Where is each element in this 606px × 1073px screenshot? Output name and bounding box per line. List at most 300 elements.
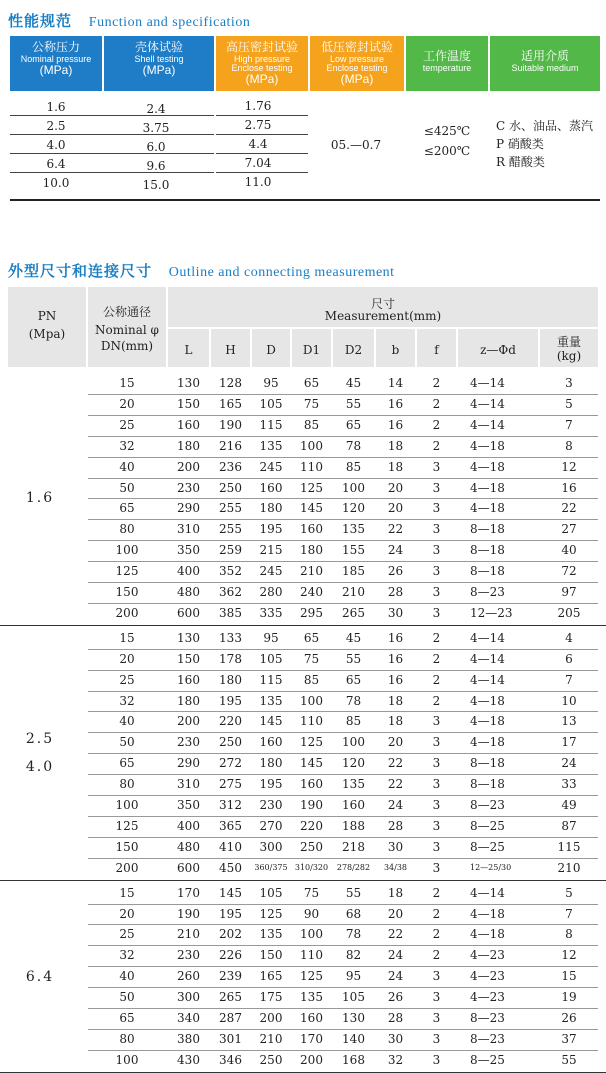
table-cell: 140 <box>342 1031 365 1046</box>
spec-medium: P 硝酸类 <box>496 137 544 151</box>
table-cell: 2 <box>432 672 441 687</box>
table-cell: 18 <box>387 693 404 708</box>
table-cell: 3 <box>432 1031 441 1046</box>
table-cell: 200 <box>177 714 200 729</box>
table-cell: 3 <box>432 605 441 620</box>
table-cell: 15 <box>119 376 135 390</box>
spec-high: 7.04 <box>244 156 272 170</box>
table-cell: 335 <box>259 605 283 620</box>
table-cell: 110 <box>300 714 323 729</box>
table-cell: 200 <box>259 1011 283 1025</box>
table-cell: 26 <box>561 1011 577 1025</box>
table-cell: 20 <box>119 906 135 921</box>
table-cell: 55 <box>345 396 362 411</box>
spec-header-cell <box>490 36 600 91</box>
pn-group-label <box>8 963 72 991</box>
table-cell: 210 <box>342 585 365 599</box>
table-cell: 178 <box>219 651 242 666</box>
table-cell: 7 <box>565 906 573 921</box>
spec-header-en-line: Low pressure <box>329 54 385 64</box>
table-cell: 45 <box>345 630 362 645</box>
header-measure-en: Measurement(mm) <box>324 309 442 323</box>
spec-nominal: 2.5 <box>46 119 66 133</box>
table-cell: 10 <box>561 693 577 708</box>
table-cell: 8—25 <box>470 839 505 854</box>
table-cell: 3 <box>432 839 441 854</box>
table-cell: 30 <box>387 605 404 620</box>
table-cell: 160 <box>259 480 283 495</box>
table-cell: 150 <box>177 651 200 666</box>
spec-high: 1.76 <box>244 99 272 113</box>
header-col-0: L <box>184 343 193 357</box>
spec-row-line <box>10 172 104 173</box>
table-cell: 270 <box>259 818 283 833</box>
table-cell: 4—14 <box>470 630 505 645</box>
table-cell: 87 <box>561 818 577 833</box>
table-cell: 2 <box>432 693 441 708</box>
table-cell: 250 <box>259 1052 283 1067</box>
spec-temperature: ≤200℃ <box>423 144 471 158</box>
table-cell: 290 <box>177 501 200 516</box>
spec-temperature: ≤425℃ <box>423 124 471 138</box>
table-cell: 190 <box>300 798 323 812</box>
table-cell: 24 <box>561 756 577 771</box>
header-col-1: H <box>225 343 236 357</box>
table-cell: 65 <box>345 672 362 687</box>
table-cell: 78 <box>345 927 362 942</box>
spec-section-title <box>8 10 250 31</box>
table-cell: 65 <box>303 630 320 645</box>
table-cell: 8 <box>565 438 573 453</box>
spec-row-line <box>10 153 104 154</box>
table-cell: 3 <box>432 969 441 984</box>
table-cell: 4—23 <box>470 990 505 1005</box>
table-cell: 24 <box>387 969 404 984</box>
spec-shell: 9.6 <box>146 159 166 173</box>
table-cell: 3 <box>432 990 441 1005</box>
spec-table-header <box>10 36 600 91</box>
table-cell: 18 <box>387 885 404 900</box>
table-cell: 160 <box>177 672 200 687</box>
table-cell: 346 <box>219 1052 242 1067</box>
table-cell: 4 <box>565 630 573 645</box>
table-cell: 4—14 <box>470 376 505 390</box>
table-cell: 32 <box>119 948 135 963</box>
table-cell: 300 <box>259 839 283 854</box>
table-cell: 55 <box>561 1052 577 1067</box>
table-cell: 100 <box>342 735 365 750</box>
table-cell: 135 <box>342 522 365 537</box>
table-cell: 22 <box>387 756 404 771</box>
table-cell: 260 <box>177 969 200 984</box>
table-cell: 2 <box>432 417 441 432</box>
table-cell: 68 <box>345 906 362 921</box>
table-cell: 145 <box>219 885 242 900</box>
table-cell: 3 <box>432 818 441 833</box>
spec-header-unit: (MPa) <box>39 63 73 77</box>
table-cell: 105 <box>259 396 283 411</box>
table-cell: 301 <box>219 1031 242 1046</box>
table-cell: 20 <box>119 651 135 666</box>
table-cell: 32 <box>119 693 135 708</box>
table-cell: 75 <box>303 651 320 666</box>
table-cell: 180 <box>177 438 200 453</box>
table-cell: 278/282 <box>336 862 371 872</box>
table-cell: 28 <box>387 818 404 833</box>
table-cell: 85 <box>303 672 320 687</box>
table-cell: 22 <box>387 777 404 792</box>
group-line <box>0 880 606 881</box>
table-cell: 55 <box>345 651 362 666</box>
table-cell: 2 <box>432 651 441 666</box>
spec-header-en-line: Nominal pressure <box>20 54 92 64</box>
table-cell: 8—18 <box>470 564 505 579</box>
table-cell: 33 <box>561 777 577 792</box>
spec-medium: R 醋酸类 <box>496 155 545 169</box>
table-cell: 239 <box>219 969 242 984</box>
table-cell: 40 <box>561 543 577 558</box>
table-cell: 350 <box>177 543 200 558</box>
table-cell: 4—18 <box>470 438 505 453</box>
table-cell: 65 <box>119 756 135 771</box>
table-cell: 120 <box>342 756 365 771</box>
table-cell: 4—18 <box>470 927 505 942</box>
table-cell: 265 <box>219 990 242 1005</box>
spec-header-en-line: Shell testing <box>134 54 184 64</box>
table-cell: 188 <box>342 818 365 833</box>
spec-nominal: 4.0 <box>46 138 66 152</box>
table-cell: 195 <box>219 906 242 921</box>
spec-header-cn: 公称压力 <box>31 40 80 54</box>
table-cell: 120 <box>342 501 365 516</box>
table-cell: 8—25 <box>470 818 505 833</box>
pn-group-label <box>8 725 72 781</box>
table-cell: 180 <box>259 756 283 771</box>
header-col-3: D1 <box>302 343 321 357</box>
table-cell: 160 <box>342 798 365 812</box>
table-cell: 4—23 <box>470 969 505 984</box>
table-cell: 100 <box>115 543 139 558</box>
table-cell: 2 <box>432 906 441 921</box>
table-cell: 385 <box>219 605 242 620</box>
table-cell: 180 <box>177 693 200 708</box>
spec-shell: 15.0 <box>142 178 170 192</box>
table-cell: 28 <box>387 585 404 599</box>
spec-header-cn: 高压密封试验 <box>225 40 298 54</box>
spec-low-pressure: 05.—0.7 <box>330 138 382 152</box>
table-cell: 236 <box>219 459 242 474</box>
table-cell: 195 <box>219 693 242 708</box>
table-cell: 95 <box>263 376 279 390</box>
table-cell: 226 <box>219 948 242 963</box>
table-cell: 3 <box>432 1052 441 1067</box>
table-cell: 202 <box>219 927 242 942</box>
table-cell: 20 <box>387 906 404 921</box>
header-col-4: D2 <box>344 343 363 357</box>
table-cell: 4—18 <box>470 714 505 729</box>
table-cell: 195 <box>259 522 283 537</box>
table-cell: 65 <box>303 376 320 390</box>
table-cell: 3 <box>432 714 441 729</box>
table-cell: 125 <box>300 480 323 495</box>
table-cell: 230 <box>177 948 200 963</box>
table-cell: 12—23 <box>470 605 513 620</box>
spec-header-en-line: temperature <box>422 63 472 73</box>
table-cell: 3 <box>565 376 573 390</box>
table-cell: 250 <box>219 480 242 495</box>
table-cell: 480 <box>177 585 200 599</box>
table-cell: 40 <box>119 714 135 729</box>
table-cell: 20 <box>387 501 404 516</box>
spec-header-cn: 适用介质 <box>520 49 569 63</box>
table-cell: 3 <box>432 860 441 875</box>
table-cell: 200 <box>115 860 139 875</box>
table-cell: 115 <box>557 839 581 854</box>
table-cell: 8—23 <box>470 798 505 812</box>
table-cell: 160 <box>177 417 200 432</box>
spec-shell: 2.4 <box>146 102 166 116</box>
table-cell: 32 <box>119 438 135 453</box>
table-cell: 50 <box>119 480 135 495</box>
table-cell: 362 <box>219 585 242 599</box>
table-cell: 255 <box>219 501 242 516</box>
table-cell: 8—18 <box>470 756 505 771</box>
pn-value: 1.6 <box>25 490 55 507</box>
table-cell: 100 <box>300 438 323 453</box>
spec-header-cn: 壳体试验 <box>134 40 183 54</box>
table-cell: 272 <box>219 756 242 771</box>
header-dn-unit: DN(mm) <box>100 339 154 353</box>
table-cell: 3 <box>432 522 441 537</box>
table-cell: 200 <box>177 459 200 474</box>
table-cell: 8—25 <box>470 1052 505 1067</box>
spec-header-unit: (MPa) <box>245 72 279 86</box>
table-cell: 275 <box>219 777 242 792</box>
table-cell: 380 <box>177 1031 200 1046</box>
table-cell: 133 <box>219 630 242 645</box>
table-cell: 230 <box>177 735 200 750</box>
spec-header-cell <box>406 36 488 91</box>
table-cell: 4—18 <box>470 693 505 708</box>
table-cell: 22 <box>387 927 404 942</box>
table-cell: 8—18 <box>470 543 505 558</box>
table-cell: 2 <box>432 948 441 963</box>
spec-nominal: 10.0 <box>42 176 70 190</box>
spec-table-body <box>10 91 600 201</box>
spec-header-cell <box>216 36 308 91</box>
table-cell: 3 <box>432 1011 441 1025</box>
pn-value: 4.0 <box>25 759 55 776</box>
table-cell: 3 <box>432 501 441 516</box>
table-cell: 50 <box>119 990 135 1005</box>
table-cell: 600 <box>177 860 200 875</box>
spec-header-cell <box>10 36 102 91</box>
spec-bottom-line <box>10 199 600 201</box>
table-cell: 24 <box>387 798 404 812</box>
table-cell: 2 <box>432 885 441 900</box>
table-cell: 8—23 <box>470 1031 505 1046</box>
spec-header-cell <box>310 36 404 91</box>
table-cell: 450 <box>219 860 242 875</box>
pn-value: 6.4 <box>25 968 55 985</box>
table-cell: 78 <box>345 438 362 453</box>
table-cell: 28 <box>387 1011 404 1025</box>
table-cell: 165 <box>219 396 242 411</box>
table-cell: 97 <box>561 585 577 599</box>
table-cell: 90 <box>303 906 320 921</box>
table-cell: 16 <box>387 396 404 411</box>
spec-header-en <box>216 55 308 73</box>
table-cell: 16 <box>387 417 404 432</box>
table-cell: 105 <box>259 651 283 666</box>
spec-header-cn: 工作温度 <box>422 49 471 63</box>
header-dn-en: Nominal φ <box>95 323 159 337</box>
table-cell: 40 <box>119 969 135 984</box>
table-cell: 5 <box>565 885 573 900</box>
table-cell: 218 <box>342 839 365 854</box>
table-cell: 100 <box>300 927 323 942</box>
table-cell: 135 <box>300 990 323 1005</box>
table-cell: 287 <box>219 1011 242 1025</box>
table-cell: 72 <box>561 564 577 579</box>
table-cell: 3 <box>432 459 441 474</box>
table-cell: 17 <box>561 735 577 750</box>
table-cell: 100 <box>115 798 139 812</box>
table-cell: 200 <box>300 1052 323 1067</box>
table-cell: 295 <box>300 605 323 620</box>
table-cell: 75 <box>303 396 320 411</box>
table-cell: 25 <box>119 672 135 687</box>
table-cell: 75 <box>303 885 320 900</box>
table-cell: 7 <box>565 417 573 432</box>
table-cell: 259 <box>219 543 242 558</box>
table-cell: 26 <box>387 990 404 1005</box>
table-cell: 30 <box>387 839 404 854</box>
table-cell: 190 <box>177 906 200 921</box>
pn-group-label <box>8 484 72 512</box>
table-cell: 27 <box>561 522 577 537</box>
table-cell: 125 <box>300 969 323 984</box>
table-cell: 110 <box>300 948 323 963</box>
spec-nominal: 6.4 <box>46 157 66 171</box>
table-cell: 4—14 <box>470 885 505 900</box>
header-measure-cn: 尺寸 <box>370 297 395 311</box>
table-cell: 80 <box>119 777 135 792</box>
table-cell: 125 <box>115 564 139 579</box>
table-cell: 310/320 <box>294 862 329 872</box>
table-cell: 16 <box>387 672 404 687</box>
table-cell: 80 <box>119 522 135 537</box>
table-cell: 18 <box>387 438 404 453</box>
table-cell: 220 <box>300 818 323 833</box>
table-cell: 160 <box>259 735 283 750</box>
header-col-5: b <box>391 343 400 357</box>
table-cell: 365 <box>219 818 242 833</box>
table-cell: 230 <box>259 798 283 812</box>
table-cell: 150 <box>115 585 139 599</box>
table-cell: 3 <box>432 777 441 792</box>
table-cell: 3 <box>432 543 441 558</box>
spec-header-en-line: High pressure <box>233 54 291 64</box>
table-cell: 210 <box>557 860 581 875</box>
table-cell: 190 <box>219 417 242 432</box>
table-cell: 300 <box>177 990 200 1005</box>
table-cell: 3 <box>432 585 441 599</box>
table-cell: 100 <box>115 1052 139 1067</box>
spec-header-cn: 低压密封试验 <box>320 40 393 54</box>
table-cell: 195 <box>259 777 283 792</box>
table-cell: 2 <box>432 376 441 390</box>
table-cell: 15 <box>119 885 135 900</box>
table-cell: 245 <box>259 459 283 474</box>
table-cell: 8—18 <box>470 777 505 792</box>
table-cell: 3 <box>432 756 441 771</box>
table-cell: 168 <box>342 1052 365 1067</box>
table-cell: 170 <box>177 885 200 900</box>
table-cell: 310 <box>177 522 200 537</box>
table-cell: 65 <box>119 1011 135 1025</box>
table-cell: 85 <box>303 417 320 432</box>
table-cell: 26 <box>387 564 404 579</box>
table-cell: 600 <box>177 605 200 620</box>
table-cell: 22 <box>561 501 577 516</box>
table-cell: 105 <box>342 990 365 1005</box>
table-cell: 400 <box>177 564 200 579</box>
table-cell: 22 <box>387 522 404 537</box>
spec-high: 4.4 <box>248 137 268 151</box>
table-cell: 34/38 <box>383 862 408 872</box>
spec-header-en-line: Suitable medium <box>511 63 579 73</box>
table-cell: 12—25/30 <box>470 862 512 872</box>
outline-section-title <box>8 260 395 281</box>
table-cell: 8 <box>565 927 573 942</box>
table-cell: 95 <box>345 969 362 984</box>
table-cell: 430 <box>177 1052 200 1067</box>
spec-high: 2.75 <box>244 118 272 132</box>
table-cell: 215 <box>259 543 283 558</box>
table-cell: 4—14 <box>470 672 505 687</box>
table-cell: 30 <box>387 1031 404 1046</box>
table-cell: 125 <box>300 735 323 750</box>
table-cell: 49 <box>561 798 577 812</box>
table-cell: 18 <box>387 714 404 729</box>
table-cell: 4—18 <box>470 501 505 516</box>
table-cell: 145 <box>300 501 323 516</box>
table-cell: 216 <box>219 438 242 453</box>
table-cell: 115 <box>259 417 283 432</box>
spec-medium: C 水、油品、蒸汽 <box>496 119 593 133</box>
spec-title-en: Function and specification <box>88 15 251 30</box>
header-pn-unit: (Mpa) <box>28 327 66 341</box>
table-cell: 480 <box>177 839 200 854</box>
table-cell: 135 <box>342 777 365 792</box>
table-cell: 180 <box>219 672 242 687</box>
spec-header-en-line: Enclose testing <box>231 63 293 73</box>
table-cell: 16 <box>387 651 404 666</box>
table-cell: 100 <box>300 693 323 708</box>
header-col-7: z—Φd <box>480 343 516 357</box>
spec-row-line <box>216 172 308 173</box>
table-cell: 4—14 <box>470 396 505 411</box>
table-cell: 130 <box>177 376 200 390</box>
spec-high: 11.0 <box>244 175 272 189</box>
table-cell: 210 <box>177 927 200 942</box>
table-cell: 150 <box>259 948 283 963</box>
table-cell: 135 <box>259 693 283 708</box>
table-cell: 250 <box>219 735 242 750</box>
table-cell: 240 <box>300 585 323 599</box>
table-cell: 155 <box>342 543 365 558</box>
